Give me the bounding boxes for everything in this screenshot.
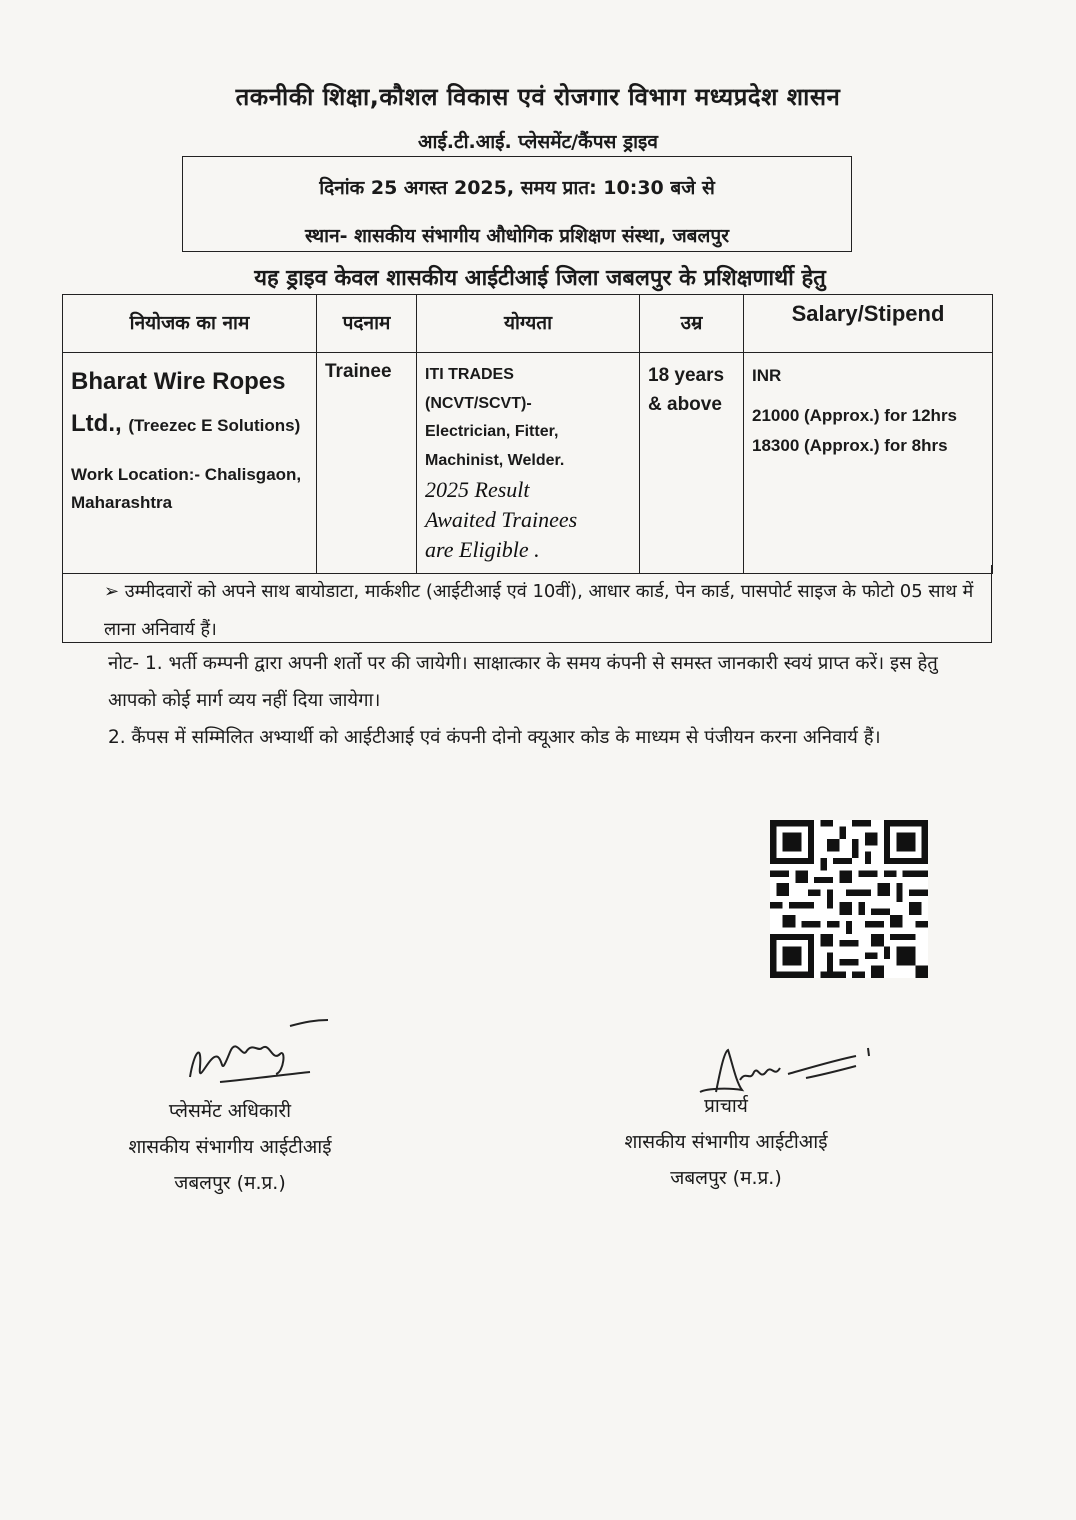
- documents-required: ➢ उम्मीदवारों को अपने साथ बायोडाटा, मार्कशीट (आईटीआई एवं 10वीं), आधार कार्ड, पेन कार्ड, पासपोर्ट साइज के फोटो 05 साथ में लाना अनिवार्य हैं।: [104, 581, 974, 640]
- qualification-line: Electrician, Fitter,: [425, 423, 559, 440]
- salary-line: 21000 (Approx.) for 12hrs: [752, 406, 958, 425]
- handwritten-note: [425, 475, 631, 565]
- salary-cell: [744, 353, 993, 574]
- employer-cell: [63, 353, 317, 574]
- qualification-line: (NCVT/SCVT)-: [425, 394, 532, 412]
- handwritten-line: are Eligible .: [425, 537, 540, 562]
- qr-code-icon[interactable]: [770, 820, 928, 978]
- principal-block: [596, 1088, 856, 1196]
- age-line: & above: [648, 394, 722, 415]
- eligibility-banner: यह ड्राइव केवल शासकीय आईटीआई जिला जबलपुर के प्रशिक्षणार्थी हेतु: [254, 266, 826, 291]
- header-age: उम्र: [640, 295, 744, 353]
- signatory-designation: प्लेसमेंट अधिकारी: [168, 1100, 292, 1122]
- signatory-institute: शासकीय संभागीय आईटीआई: [128, 1136, 332, 1158]
- company-name: [71, 361, 308, 447]
- date-time-line: दिनांक 25 अगस्त 2025, समय प्रात: 10:30 बजे से: [319, 177, 715, 199]
- venue-line: स्थान- शासकीय संभागीय औधोगिक प्रशिक्षण संस्था, जबलपुर: [305, 225, 729, 247]
- header-post: पदनाम: [317, 295, 417, 353]
- salary-line: 18300 (Approx.) for 8hrs: [752, 436, 948, 455]
- header-qualification: योग्यता: [417, 295, 640, 353]
- age-cell: [640, 353, 744, 574]
- handwritten-line: 2025 Result: [425, 477, 530, 502]
- signatory-city: जबलपुर (म.प्र.): [670, 1167, 782, 1189]
- event-subtitle: आई.टी.आई. प्लेसमेंट/कैंपस ड्राइव: [418, 131, 658, 153]
- header-employer: नियोजक का नाम: [63, 295, 317, 353]
- placement-officer-signature: [180, 1012, 340, 1102]
- salary-details: [752, 361, 984, 461]
- job-table: [62, 294, 993, 574]
- department-title: तकनीकी शिक्षा,कौशल विकास एवं रोजगार विभाग मध्यप्रदेश शासन: [235, 83, 841, 111]
- notes-section: [108, 645, 988, 756]
- qualification-line: Machinist, Welder.: [425, 451, 565, 469]
- post-cell: [317, 353, 417, 574]
- signatory-designation: प्राचार्य: [704, 1095, 748, 1117]
- work-location: Work Location:- Chalisgaon, Maharashtra: [71, 465, 302, 512]
- salary-currency: INR: [752, 366, 782, 385]
- signatory-institute: शासकीय संभागीय आईटीआई: [624, 1131, 828, 1153]
- header-salary: Salary/Stipend: [744, 295, 993, 353]
- post-title: Trainee: [325, 361, 392, 382]
- qualification-line: ITI TRADES: [425, 366, 514, 383]
- qualification-cell: [417, 353, 640, 574]
- handwritten-line: Awaited Trainees: [425, 507, 578, 532]
- age-line: 18 years: [648, 365, 725, 386]
- company-alias: (Treezec E Solutions): [128, 416, 301, 435]
- table-row: [63, 353, 993, 574]
- note-item: नोट- 1. भर्ती कम्पनी द्वारा अपनी शर्तो पर की जायेगी। साक्षात्कार के समय कंपनी से समस्त जानकारी स्वयं प्राप्त करें। इस हेतु आपको कोई मार्ग व्यय नहीं दिया जायेगा।: [108, 653, 938, 711]
- age-requirement: [648, 361, 735, 419]
- qualification-text: [425, 361, 631, 475]
- signatory-city: जबलपुर (म.प्र.): [174, 1172, 286, 1194]
- placement-officer-block: [100, 1093, 360, 1201]
- company-name-text: Bharat Wire Ropes Ltd.,: [71, 368, 286, 437]
- note-item: 2. कैंपस में सम्मिलित अभ्यार्थी को आईटीआई एवं कंपनी दोनो क्यूआर कोड के माध्यम से पंजीयन करना अनिवार्य हैं।: [108, 727, 881, 748]
- table-header-row: [63, 295, 993, 353]
